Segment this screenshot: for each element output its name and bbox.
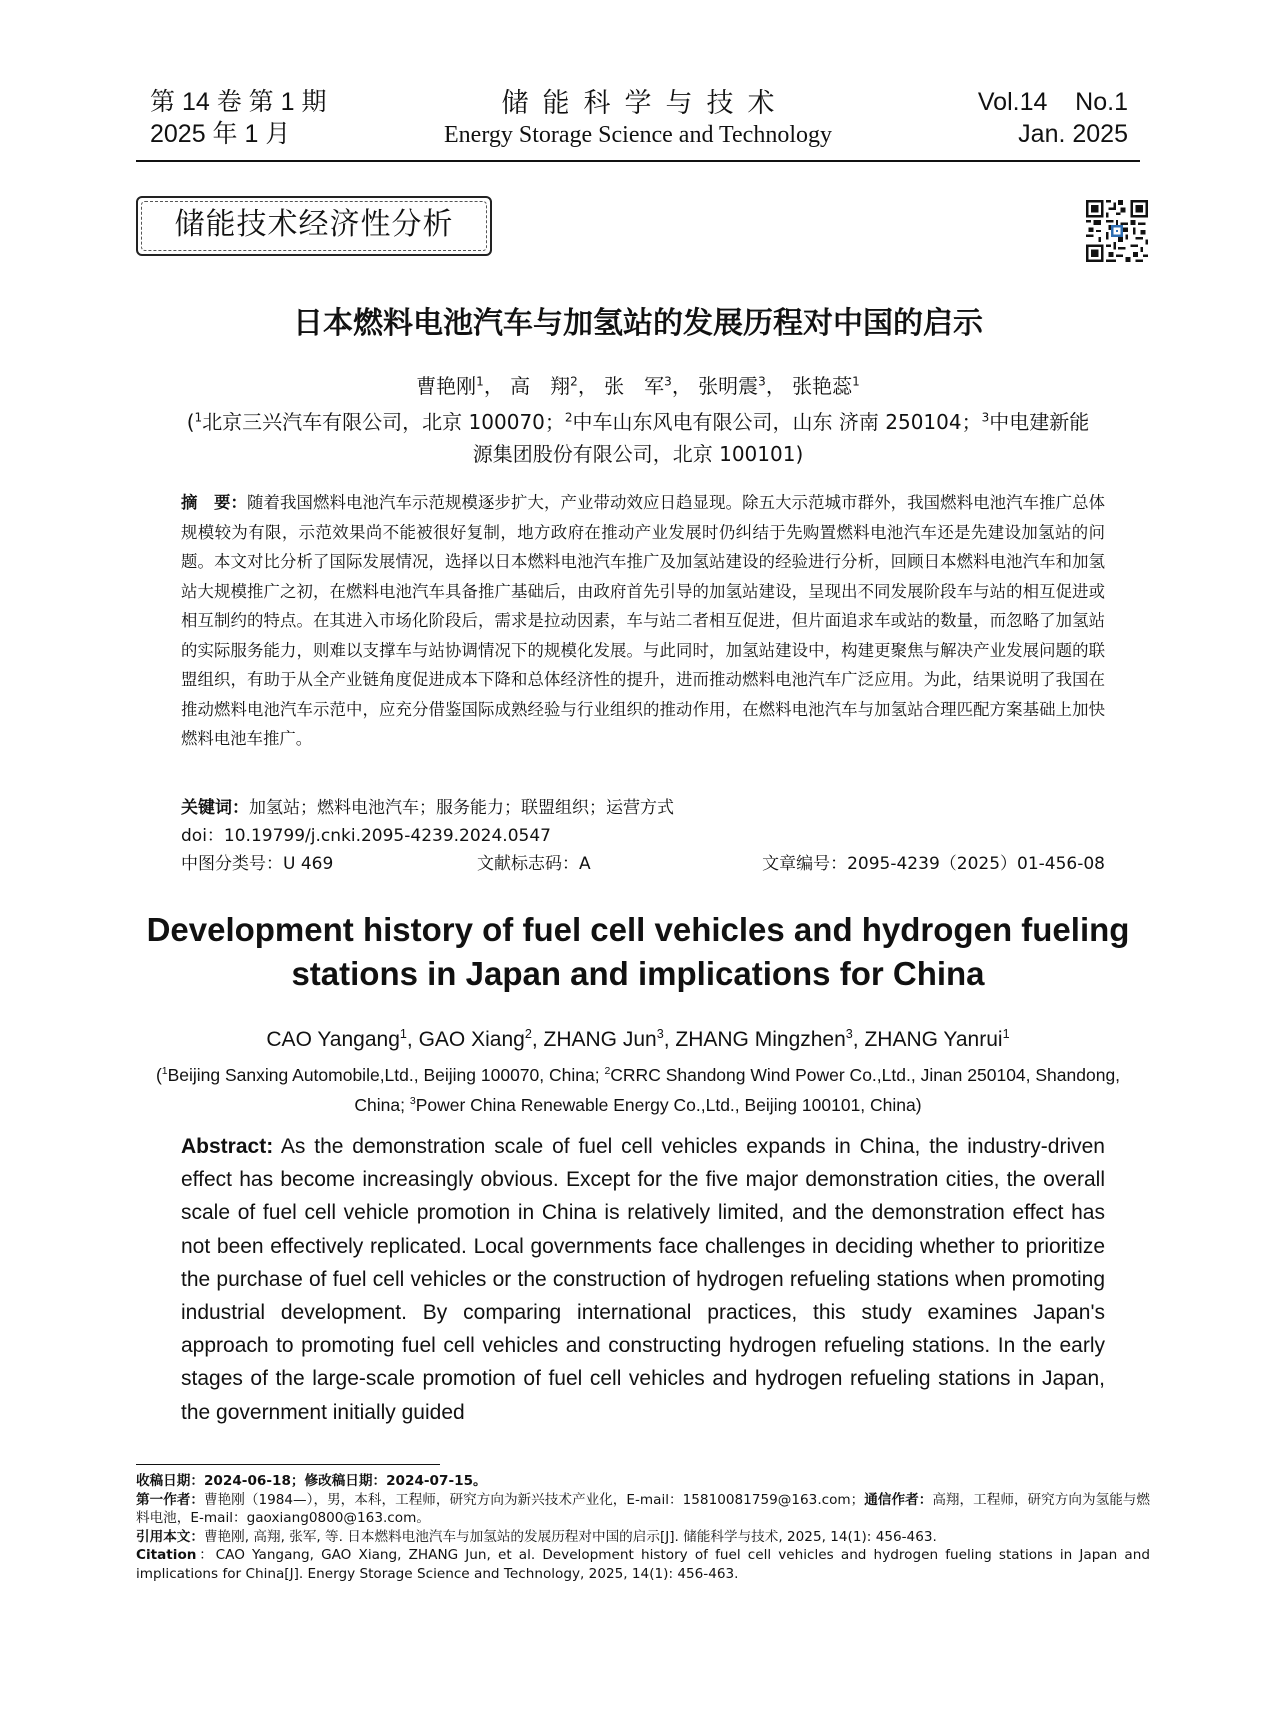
keywords-cn-text: 加氢站；燃料电池汽车；服务能力；联盟组织；运营方式 <box>249 798 674 818</box>
author-en-1: CAO Yangang$^1$, <box>266 1027 419 1051</box>
footnote-received: 收稿日期：2024-06-18；修改稿日期：2024-07-15。 <box>136 1473 487 1489</box>
author-en-2: GAO Xiang$^2$, <box>418 1027 544 1051</box>
clc-number: 中图分类号：U 469 <box>181 854 334 874</box>
classification-row <box>181 852 1105 876</box>
keywords-cn-label: 关键词： <box>181 798 249 818</box>
abstract-cn-text: 随着我国燃料电池汽车示范规模逐步扩大，产业带动效应日趋显现。除五大示范城市群外，我国燃料电池汽车推广总体规模较为有限，示范效果尚不能被很好复制，地方政府在推动产业发展时仍纠结于先购置燃料电池汽车还是先建设加氢站的问题。本文对比分析了国际发展情况，选择以日本燃料电池汽车推广及加氢站建设的经验进行分析，回顾日本燃料电池汽车和加氢站大规模推广之初，在燃料电池汽车具备推广基础后，由政府首先引导的加氢站建设，呈现出不同发展阶段车与站的相互促进或相互制约的特点。在其进入市场化阶段后，需求是拉动因素，车与站二者相互促进，但片面追求车或站的数量，而忽略了加氢站的实际服务能力，则难以支撑车与站协调情况下的规模化发展。与此同时，加氢站建设中，构建更聚焦与解决产业发展问题的联盟组织，有助于从全产业链角度促进成本下降和总体经济性的提升，进而推动燃料电池汽车广泛应用。为此，结果说明了我国在推动燃料电池汽车示范中，应充分借鉴国际成熟经验与行业组织的推动作用，在燃料电池汽车与加氢站合理匹配方案基础上加快燃料电池车推广。 <box>181 493 1106 748</box>
article-title-en-line1: Development history of fuel cell vehicles and hydrogen fueling <box>146 911 1130 948</box>
author-en-3: ZHANG Jun$^3$, <box>543 1027 676 1051</box>
column-label: 储能技术经济性分析 <box>174 207 454 242</box>
running-header <box>136 86 1140 162</box>
document-code: 文献标志码：A <box>477 854 591 874</box>
journal-name-cn: 储能科学与技术 <box>501 88 789 118</box>
header-rule <box>136 160 1140 162</box>
volume-issue-cn: 第 14 卷 第 1 期 <box>150 88 327 116</box>
affiliations-en: ($^1$Beijing Sanxing Automobile,Ltd., Beijing 100070, China; $^2$CRRC Shandong Wind Power Co.,Ltd., Jinan 250104, Shandong, China; $^3$Power China Renewable Energy Co.,Ltd., Beijing 100101, China) <box>155 1065 1121 1115</box>
doi: doi：10.19799/j.cnki.2095-4239.2024.0547 <box>181 826 551 846</box>
author-en-4: ZHANG Mingzhen$^3$, <box>675 1027 865 1051</box>
affiliation-cn-1: $^1$北京三兴汽车有限公司，北京 100070； <box>194 410 565 434</box>
keywords-cn <box>181 796 1105 820</box>
qr-code-icon <box>1086 200 1148 262</box>
footnotes <box>136 1472 1150 1583</box>
author-en-5: ZHANG Yanrui$^1$ <box>864 1027 1010 1051</box>
author-cn-5: 张艳蕊$^1$ <box>792 374 860 398</box>
affiliation-cn-2: $^2$中车山东风电有限公司，山东 济南 250104； <box>564 410 982 434</box>
authors-cn <box>136 372 1140 400</box>
abstract-cn-label: 摘 要： <box>181 493 248 512</box>
article-title-en <box>136 908 1140 996</box>
date-cn: 2025 年 1 月 <box>150 120 291 148</box>
footnote-citation-en: Citation：CAO Yangang, GAO Xiang, ZHANG Jun, et al. Development history of fuel cell vehicles and hydrogen fueling stations in Japan and implications for China[J]. Energy Storage Science and Technology, 2025, 14(1): 456-463. <box>136 1547 1150 1582</box>
journal-name-en: Energy Storage Science and Technology <box>444 122 832 148</box>
affiliation-cn-3: $^3$中电建新能源集团股份有限公司，北京 100101) <box>472 410 1090 466</box>
article-number: 文章编号：2095-4239（2025）01-456-08 <box>762 854 1105 874</box>
footnote-authors: 第一作者：曹艳刚（1984—），男，本科，工程师，研究方向为新兴技术产业化，E-mail：15810081759@163.com；通信作者：高翔，工程师，研究方向为氢能与燃料电池，E-mail：gaoxiang0800@163.com。 <box>136 1491 1150 1526</box>
affiliation-en-1: $^1$Beijing Sanxing Automobile,Ltd., Beijing 100070, China; <box>161 1065 605 1085</box>
abstract-en-label: Abstract: <box>181 1135 274 1158</box>
footnote-rule <box>136 1464 440 1465</box>
affiliation-en-2: $^2$CRRC Shandong Wind Power Co.,Ltd., Jinan 250104, Shandong, China; <box>354 1065 1121 1115</box>
column-label-box <box>136 196 492 256</box>
volume-issue-en: Vol.14 No.1 <box>977 88 1128 116</box>
footnote-citation-cn: 引用本文：曹艳刚, 高翔, 张军, 等. 日本燃料电池汽车与加氢站的发展历程对中国的启示[J]. 储能科学与技术, 2025, 14(1): 456-463. <box>136 1528 937 1545</box>
article-title-cn: 日本燃料电池汽车与加氢站的发展历程对中国的启示 <box>293 306 983 341</box>
author-cn-3: 张 军$^3$， <box>604 374 692 398</box>
author-cn-1: 曹艳刚$^1$， <box>416 374 504 398</box>
header-right <box>978 86 1128 150</box>
author-cn-4: 张明震$^3$， <box>698 374 786 398</box>
authors-en <box>136 1026 1140 1054</box>
abstract-en <box>181 1130 1105 1429</box>
abstract-cn <box>181 488 1105 754</box>
date-en: Jan. 2025 <box>1018 120 1128 148</box>
affiliation-en-3: $^3$Power China Renewable Energy Co.,Ltd., Beijing 100101, China) <box>409 1095 922 1115</box>
affiliations-cn: ($^1$北京三兴汽车有限公司，北京 100070；$^2$中车山东风电有限公司，山东 济南 250104；$^3$中电建新能源集团股份有限公司，北京 100101) <box>186 410 1090 466</box>
abstract-en-text: As the demonstration scale of fuel cell vehicles expands in China, the industry-driven effect has become increasingly obvious. Except for the five major demonstration cities, the overall scale of fuel cell vehicle promotion in China is relatively limited, and the demonstration effect has not been effectively replicated. Local governments face challenges in deciding whether to prioritize the purchase of fuel cell vehicles or the construction of hydrogen refueling stations when promoting industrial development. By comparing international practices, this study examines Japan's approach to promoting fuel cell vehicles and constructing hydrogen refueling stations. In the early stages of the large-scale promotion of fuel cell vehicles and hydrogen refueling stations in Japan, the government initially guided <box>181 1135 1105 1424</box>
article-title-en-line2: stations in Japan and implications for China <box>291 955 985 992</box>
author-cn-2: 高 翔$^2$， <box>510 374 598 398</box>
